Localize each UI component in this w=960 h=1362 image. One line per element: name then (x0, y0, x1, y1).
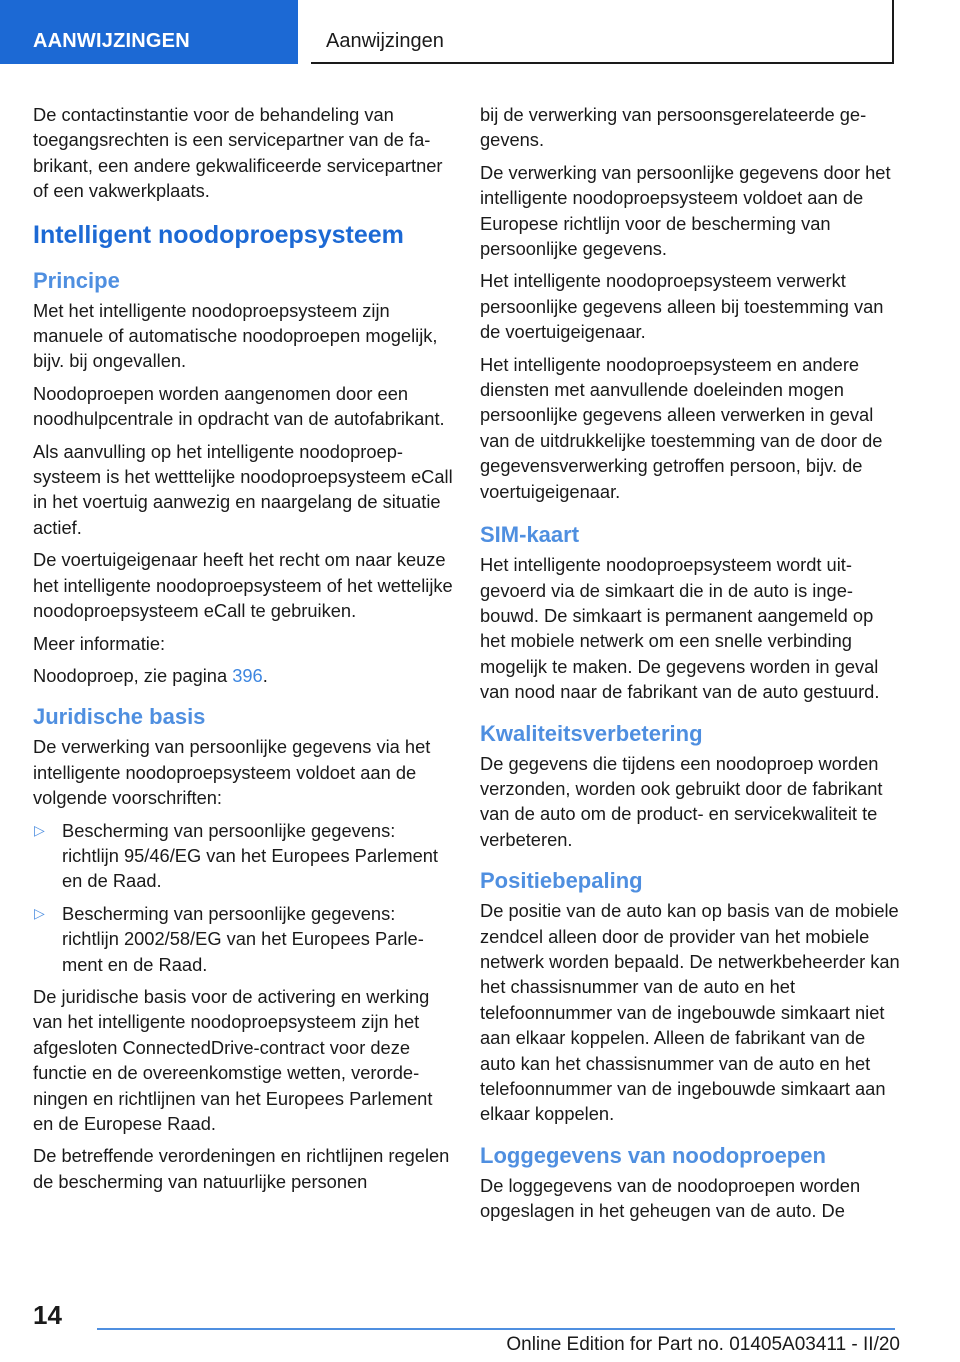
positie-heading: Positiebepaling (480, 868, 643, 894)
juridische-paragraph-1: De verwerking van persoonlijke gegevens via het intelligente noodoproepsysteem voldoet aan de volgende voorschriften: (33, 736, 431, 809)
positie-paragraph: De positie van de auto kan op basis van de mobiele zendcel alleen door de provider van het mobiele netwerk worden bepaald. De netwerkbeheerder kan het chassisnummer van de auto en het telefoonnummer van de ingebouwde simkaart niet aan elkaar koppelen. Alleen de fabrikant van de auto kan het chassisnummer van de auto en het telefoonnummer van de ingebouwde simkaart aan elkaar koppelen. (480, 900, 900, 1125)
list-item-text: Bescherming van persoonlijke gegevens: richtlijn 95/46/EG van het Europees Parlement en de Raad. (62, 819, 438, 892)
continued-paragraph-4: Het intelligente noodoproepsysteem en andere diensten met aanvullende doeleinden mogen persoonlijke gegevens alleen verwerken in geval van de uitdrukkelijke toestemming van de door de gegevensverwerking getroffen persoon, bijv. de voertuigeigenaar. (480, 353, 883, 502)
principe-paragraph-2: Noodoproepen worden aangenomen door een noodhulpcentrale in opdracht van de autofabrikant. (33, 382, 445, 430)
principe-paragraph-4: De voertuigeigenaar heeft het recht om naar keuze het intelligente noodoproepsysteem of het wettelijke noodoproepsysteem eCall te gebruiken. (33, 549, 453, 622)
main-heading: Intelligent noodoproepsysteem (33, 220, 404, 249)
kwaliteit-heading: Kwaliteitsverbetering (480, 720, 703, 746)
principe-heading: Principe (33, 267, 120, 293)
principe-paragraph-3: Als aanvulling op het intelligente noodoproepsysteem is het wetttelijke noodoproepsysteem eCall in het voertuig aanwezig en naargelang de situatie actief. (33, 440, 453, 538)
juridische-paragraph-3: De betreffende verordeningen en richtlijnen regelen de bescherming van natuurlijke personen (33, 1145, 450, 1192)
edition-footer: Online Edition for Part no. 01405A03411 - II/20 (506, 1334, 900, 1355)
page-header-title: Aanwijzingen (311, 0, 894, 64)
continued-paragraph-2: De verwerking van persoonlijke gegevens door het intelligente noodoproepsysteem voldoet aan de Europese richtlijn voor de bescherming van persoonlijke gegevens. (480, 161, 891, 260)
loggegevens-heading: Loggegevens van noodoproepen (480, 1142, 826, 1168)
list-item (33, 818, 453, 894)
more-info-label: Meer informatie: (33, 632, 166, 654)
page-link[interactable]: 396 (232, 664, 263, 686)
triangle-bullet-icon: ▷ (34, 821, 45, 838)
sim-kaart-paragraph: Het intelligente noodoproepsysteem wordt uitgevoerd via de simkaart die in de auto is ingebouwd. De simkaart is permanent aangemeld op het mobiele netwerk om een snelle verbinding mogelijk te maken. De gegevens worden in geval van nood naar de fabrikant van de auto gestuurd. (480, 554, 880, 703)
juridische-paragraph-2: De juridische basis voor de activering en werking van het intelligente noodoproepsysteem zijn het afgesloten ConnectedDrive-contract voor deze functie en de overeenkomstige wetten, verordeningen en richtlijnen van het Europees Parlement en de Europese Raad. (33, 985, 433, 1134)
cross-reference-text: Noodoproep, zie pagina (33, 664, 233, 686)
loggegevens-paragraph: De loggegevens van de noodoproepen worden opgeslagen in het geheugen van de auto. De (480, 1174, 861, 1222)
sim-kaart-heading: SIM-kaart (480, 522, 580, 548)
left-column (33, 102, 453, 1201)
section-tab[interactable]: AANWIJZINGEN (0, 0, 298, 64)
right-column (480, 102, 900, 1231)
page-number: 14 (33, 1300, 62, 1330)
cross-reference (33, 663, 453, 688)
cross-reference-end: . (262, 664, 268, 686)
juridische-basis-heading: Juridische basis (33, 704, 206, 730)
regulation-list (33, 818, 453, 977)
continued-paragraph-1: bij de verwerking van persoonsgerelateerde gegevens. (480, 104, 867, 151)
list-item (33, 901, 453, 977)
intro-paragraph: De contactinstantie voor de behandeling van toegangsrechten is een servicepartner van de fabrikant, een andere gekwalificeerde servicepartner of een vakwerkplaats. (33, 104, 443, 202)
list-item-text: Bescherming van persoonlijke gegevens: richtlijn 2002/58/EG van het Europees Parlement en de Raad. (62, 902, 424, 975)
footer-divider (97, 1328, 895, 1330)
kwaliteit-paragraph: De gegevens die tijdens een noodoproep worden verzonden, worden ook gebruikt door de fabrikant van de auto om de product- en servicekwaliteit te verbeteren. (480, 752, 883, 850)
principe-paragraph-1: Met het intelligente noodoproepsysteem zijn manuele of automatische noodoproepen mogelijk, bijv. bij ongevallen. (33, 299, 438, 372)
continued-paragraph-3: Het intelligente noodoproepsysteem verwerkt persoonlijke gegevens alleen bij toestemming van de voertuigeigenaar. (480, 270, 884, 343)
triangle-bullet-icon: ▷ (34, 904, 45, 921)
